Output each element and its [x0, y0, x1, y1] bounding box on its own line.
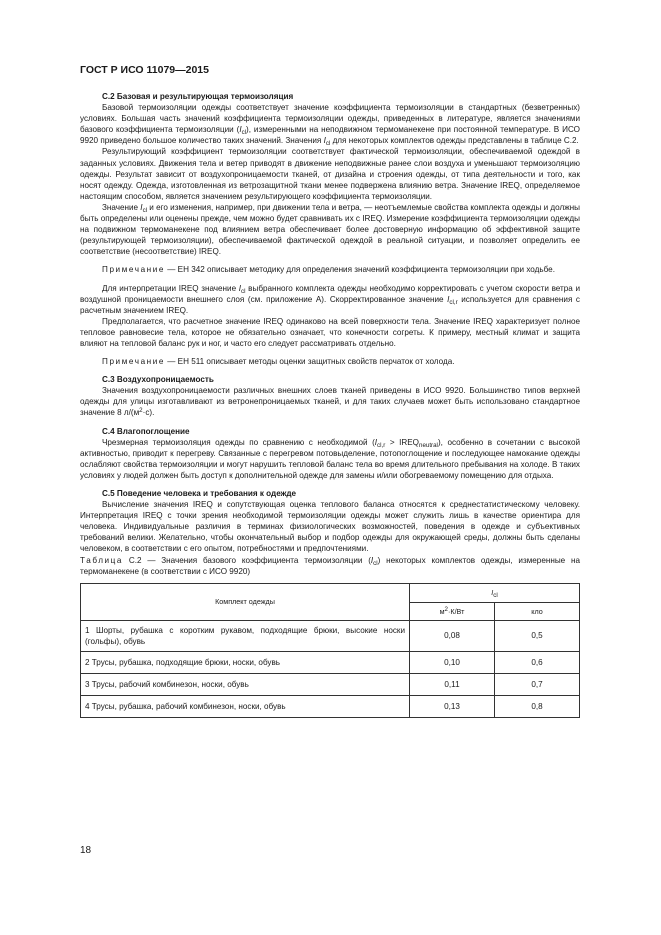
- table-row: [81, 673, 580, 695]
- table-cell-clothing: 3 Трусы, рабочий комбинезон, носки, обувь: [81, 673, 410, 695]
- document-body: [80, 91, 580, 718]
- column-header-si-unit: $м^2\cdot К/Вт$: [410, 602, 495, 620]
- column-header-icl: $I_{cl}$: [410, 583, 580, 602]
- table-cell-clothing: 1 Шорты, рубашка с коротким рукавом, подходящие брюки, высокие носки (гольфы), обувь: [81, 620, 410, 651]
- table-row: [81, 620, 580, 651]
- section-c2-paragraph-4: Для интерпретации IREQ значение $I_{cl}$ выбранного комплекта одежды необходимо корректировать с учетом скорости ветра и воздушной проницаемости внешнего слоя (см. приложение А). Скорректированное значение $I_{cl,r}$ используется для сравнения с расчетным значением IREQ.: [80, 283, 581, 315]
- table-cell-si: 0,08: [410, 620, 495, 651]
- table-row: [81, 695, 580, 717]
- section-c2-paragraph-3: Значение $I_{cl}$ и его изменения, например, при движении тела и ветра, — неотъемлемые свойства комплекта одежды и должны быть определены или оценены прежде, чем можно будет сравнивать их с IREQ. Измерение коэффициента термоизоляции одежды на подвижном термоманекене под влиянием ветра обеспечивает более достоверную информацию об эффективной защите (результирующей термоизоляции), обеспечиваемой фактической одеждой в реальной ситуации, и позволяет определить ее соответствие (несоответствие) IREQ.: [80, 202, 580, 257]
- table-cell-si: 0,11: [410, 673, 495, 695]
- column-header-clothing-set: Комплект одежды: [81, 583, 410, 620]
- table-cell-clo: 0,6: [495, 651, 580, 673]
- table-cell-si: 0,10: [410, 651, 495, 673]
- section-c4-title: С.4 Влагопоглощение: [102, 426, 190, 436]
- table-row: [81, 651, 580, 673]
- clothing-insulation-table: [80, 583, 580, 718]
- section-c2-paragraph-5: Предполагается, что расчетное значение IREQ одинаково на всей поверхности тела. Значение IREQ характеризует полное тепловое равновесие тела, которое не обязательно означает, что конечности согреты. К примеру, местный климат и защита влияют на тепловой баланс рук и ног, и часто его следует рассматривать отдельно.: [80, 316, 580, 348]
- note-1: Примечание — ЕН 342 описывает методику для определения значений коэффициента термоизоляции при ходьбе.: [102, 265, 555, 275]
- column-header-clo-unit: кло: [495, 602, 580, 620]
- table-cell-clothing: 2 Трусы, рубашка, подходящие брюки, носки, обувь: [81, 651, 410, 673]
- section-c3-title: С.3 Воздухопроницаемость: [102, 375, 214, 385]
- section-c2-title: С.2 Базовая и результирующая термоизоляция: [102, 92, 294, 101]
- section-c4-paragraph-1: Чрезмерная термоизоляция одежды по сравнению с необходимой ($I_{cl,r}$ > $IREQ_{neutral}$), особенно в сочетании с высокой активностью, приводит к перегреву. Связанные с перегревом потовыделение, потопоглощение и последующее намокание одежды ослабляют свойства термоизоляции и могут нарушить тепловой баланс тела во время длительного пребывания на холоде. В таких условиях у людей должен быть доступ к дополнительной одежде для замены и/или обогреваемому помещению для отдыха.: [80, 437, 581, 480]
- section-c2-paragraph-2: Результирующий коэффициент термоизоляции соответствует фактической термоизоляции, обеспечиваемой одеждой в заданных условиях. Движения тела и ветер приводят в движение неподвижные ранее слои воздуха и уменьшают термоизоляцию одежды. Результат зависит от воздухопроницаемости тканей, от дизайна и строения одежды, от типа деятельности и того, как носят одежду. Одежда, изготовленная из ветрозащитной ткани менее подвержена влиянию ветра. Значение IREQ, определяемое настоящим способом, является значением результирующего коэффициента термоизоляции.: [80, 147, 580, 201]
- section-c2-paragraph-1: Базовой термоизоляции одежды соответствует значение коэффициента термоизоляции в стандартных (безветренных) условиях. Большая часть значений коэффициента термоизоляции одежды, приведенных в литературе, является значениями базового коэффициента термоизоляции $(I_{cl})$, измеренными на неподвижном термоманекене при постоянной температуре. В ИСО 9920 приведено большое количество таких значений. Значения $I_{cl}$ для некоторых комплектов одежды представлены в таблице С.2.: [80, 103, 580, 148]
- table-cell-clo: 0,7: [495, 673, 580, 695]
- section-c3-paragraph-1: Значения воздухопроницаемости различных внешних слоев тканей приведены в ИСО 9920. Большинство типов верхней одежды для улицы изготавливают из ветронепроницаемых тканей, и для таких случаев может быть использовано стандартное значение 8 $л/(м^2\cdot с)$.: [80, 386, 580, 418]
- section-c5-title: С.5 Поведение человека и требования к одежде: [102, 489, 297, 498]
- table-cell-clo: 0,8: [495, 695, 580, 717]
- page-number: 18: [80, 845, 92, 856]
- note-2: Примечание — ЕН 511 описывает методы оценки защитных свойств перчаток от холода.: [102, 357, 455, 367]
- table-cell-clothing: 4 Трусы, рубашка, рабочий комбинезон, носки, обувь: [81, 695, 410, 717]
- section-c5-paragraph-1: Вычисление значения IREQ и сопутствующая оценка теплового баланса относятся к среднестатистическому человеку. Интерпретация IREQ с точки зрения необходимой термоизоляции одежды может служить лишь в качестве ориентира для человека. Индивидуальные различия в терминах физиологических возможностей, поведения в одежде и субъективных требований велики. Желательно, чтобы окончательный выбор и подбор одежды для окружающей среды, должны быть сделаны человеком, в соответствии с его опытом, потребностями и предпочтениями.: [80, 500, 580, 554]
- document-header: ГОСТ Р ИСО 11079—2015: [80, 64, 209, 76]
- table-caption: Таблица С.2 — Значения базового коэффициента термоизоляции $(I_{cl})$ некоторых комплектов одежды, измеренные на термоманекене (в соответствии с ИСО 9920): [80, 555, 580, 576]
- table-cell-clo: 0,5: [495, 620, 580, 651]
- table-cell-si: 0,13: [410, 695, 495, 717]
